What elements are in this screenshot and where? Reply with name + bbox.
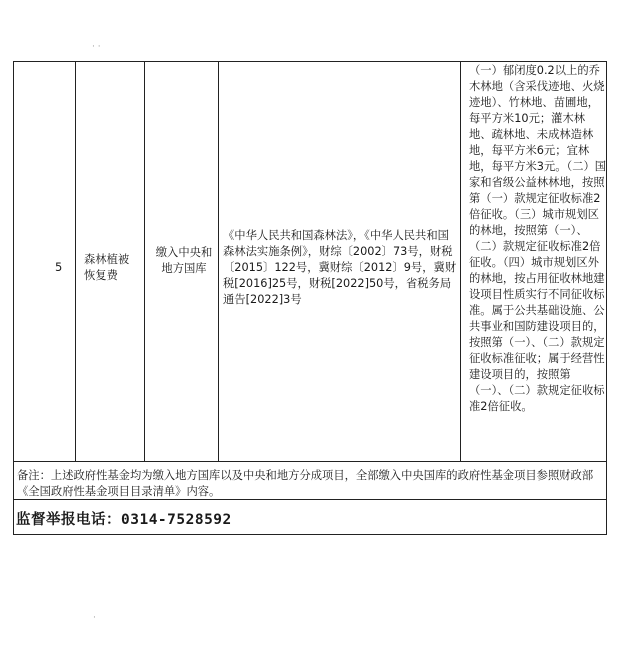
hotline-label: 监督举报电话：: [16, 512, 121, 528]
treasury-text: 缴入中央和地方国库: [155, 246, 213, 275]
table-row: [14, 62, 606, 462]
number-cell: [14, 62, 76, 461]
fee-name: 森林植被恢复费: [84, 253, 130, 282]
treasury-cell: [145, 62, 219, 461]
standard-cell: [461, 62, 608, 461]
row-number: 5: [55, 260, 63, 274]
fee-table: [13, 61, 607, 535]
collection-standard-text: （一）郁闭度0.2以上的乔木林地（含采伐迹地、火烧迹地）、竹林地、苗圃地，每平方米10元；灌木林地、疏林地、未成林造林地，每平方米6元；宜林地，每平方米3元。（二）国家和省级公益林林地，按照第（一）款规定征收标准2倍征收。（三）城市规划区的林地，按照第（一）、（二）款规定征收标准2倍征收。（四）城市规划区外的林地，按占用征收林地建设项目性质实行不同征收标准。属于公共基础设施、公共事业和国防建设项目的，按照第（一）、（二）款规定征收标准征收；属于经营性建设项目的，按照第（一）、（二）款规定征收标准2倍征收。: [469, 64, 607, 413]
legal-basis-cell: [219, 62, 461, 461]
legal-basis-text: 《中华人民共和国森林法》，《中华人民共和国森林法实施条例》，财综〔2002〕73号，财税〔2015〕122号，冀财综〔2012〕9号，冀财税[2016]25号，财税[2022]50号，省税务局通告[2022]3号: [223, 229, 457, 306]
scan-speck: ·: [93, 613, 96, 623]
scan-speck: · ·: [92, 42, 101, 52]
note-text: 备注：上述政府性基金均为缴入地方国库以及中央和地方分成项目，全部缴入中央国库的政府性基金项目参照财政部《全国政府性基金项目目录清单》内容。: [17, 469, 594, 498]
fee-name-cell: [76, 62, 145, 461]
note-row: [14, 462, 606, 500]
hotline-number: 0314-7528592: [121, 512, 232, 528]
hotline: [16, 508, 232, 529]
hotline-row: [14, 500, 606, 534]
